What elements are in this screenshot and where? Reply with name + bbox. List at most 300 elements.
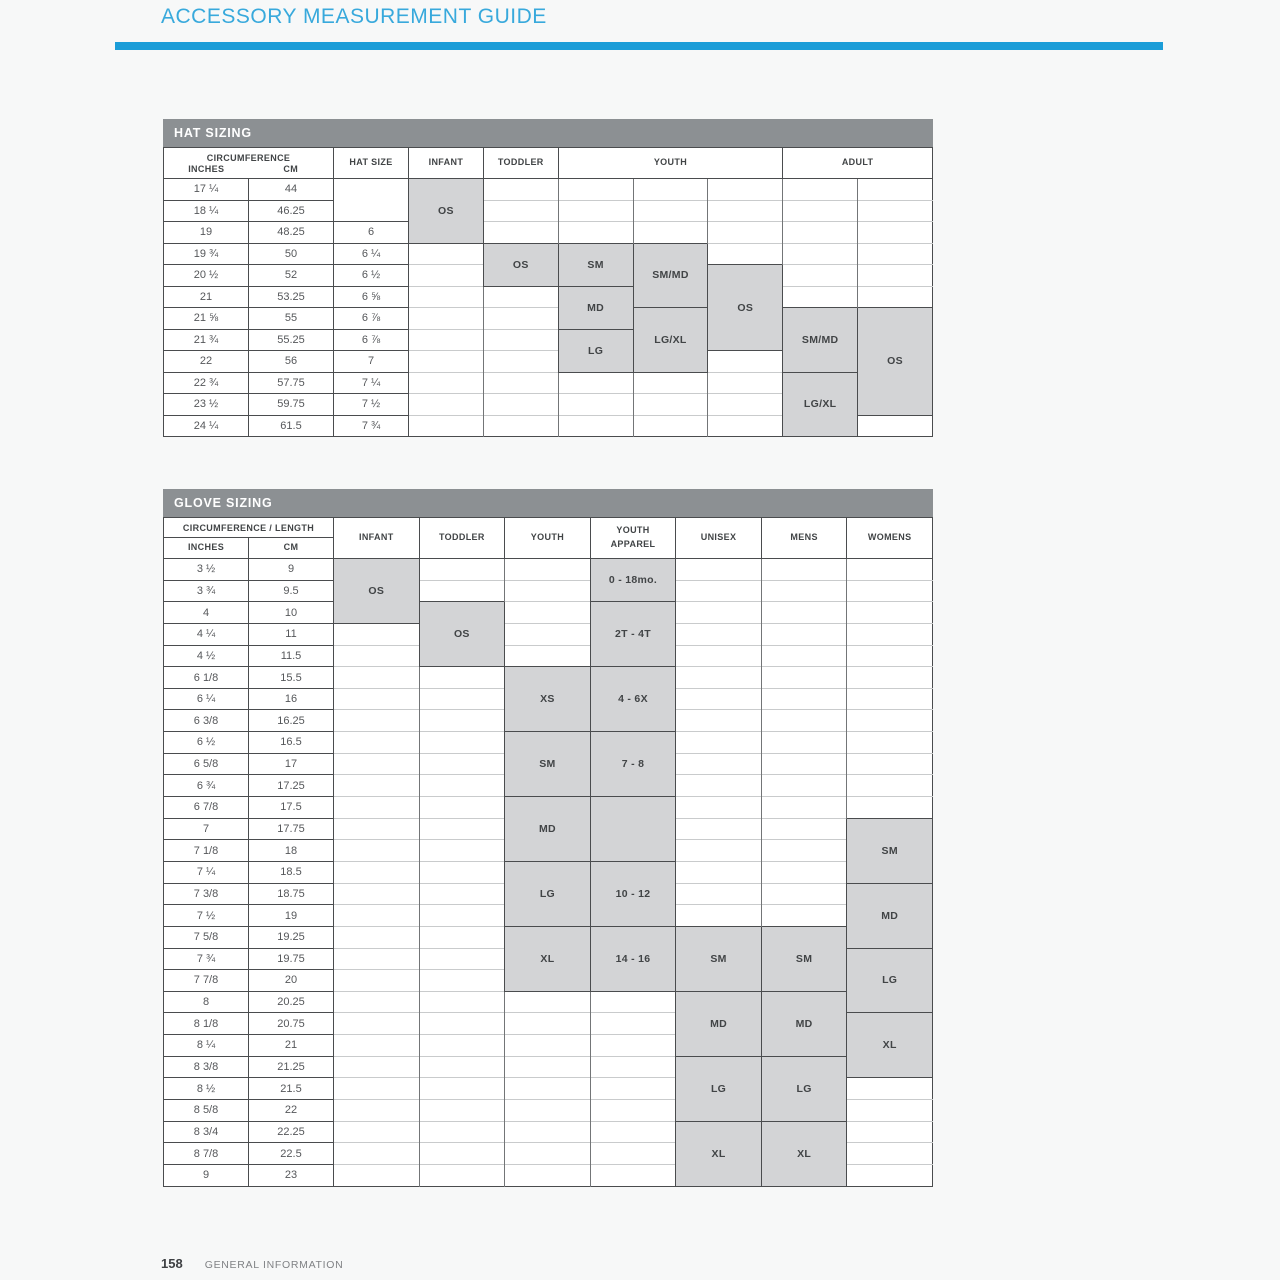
glove-row [164, 602, 933, 624]
empty-cell [419, 580, 505, 602]
empty-cell [409, 329, 484, 351]
empty-cell [761, 818, 847, 840]
hat-row [164, 179, 933, 201]
empty-cell [483, 308, 558, 330]
glove-row [164, 645, 933, 667]
empty-cell [419, 818, 505, 840]
hat-size-cell: 7 [334, 351, 409, 373]
empty-cell [676, 905, 762, 927]
empty-cell [847, 753, 933, 775]
empty-cell [505, 1121, 591, 1143]
glove-row [164, 1056, 933, 1078]
size-cell-youth2: LG/XL [633, 308, 708, 373]
empty-cell [483, 394, 558, 416]
empty-cell [419, 667, 505, 689]
empty-cell [409, 351, 484, 373]
empty-cell [334, 1035, 420, 1057]
glove-header-infant: INFANT [334, 518, 420, 559]
cm-cell: 44 [249, 179, 334, 201]
empty-cell [334, 905, 420, 927]
empty-cell [483, 200, 558, 222]
size-cell-youth-apparel [590, 797, 676, 862]
empty-cell [409, 286, 484, 308]
empty-cell [505, 1013, 591, 1035]
empty-cell [676, 602, 762, 624]
empty-cell [590, 1078, 676, 1100]
glove-sizing-grid [163, 517, 933, 1187]
empty-cell [761, 905, 847, 927]
empty-cell [334, 753, 420, 775]
empty-cell [676, 883, 762, 905]
empty-cell [761, 602, 847, 624]
cm-cell: 16.25 [249, 710, 334, 732]
inches-cell: 6 ¼ [164, 688, 249, 710]
cm-cell: 55 [249, 308, 334, 330]
inches-cell: 21 ⅝ [164, 308, 249, 330]
size-cell-toddler: OS [419, 602, 505, 667]
empty-cell [847, 1143, 933, 1165]
empty-cell [409, 243, 484, 265]
empty-cell [761, 623, 847, 645]
empty-cell [633, 372, 708, 394]
empty-cell [419, 1121, 505, 1143]
empty-cell [761, 645, 847, 667]
hat-header-hat-size: HAT SIZE [334, 148, 409, 179]
empty-cell [558, 200, 633, 222]
page-number: 158 [161, 1256, 183, 1271]
empty-cell [419, 1143, 505, 1165]
empty-cell [505, 1035, 591, 1057]
empty-cell [590, 1143, 676, 1165]
empty-cell [708, 394, 783, 416]
empty-cell [334, 623, 420, 645]
inches-cell: 4 ½ [164, 645, 249, 667]
cm-cell: 17.5 [249, 797, 334, 819]
empty-cell [847, 797, 933, 819]
hat-size-cell [334, 179, 409, 222]
inches-cell: 7 3/8 [164, 883, 249, 905]
size-cell-adult2: OS [858, 308, 933, 416]
empty-cell [590, 1100, 676, 1122]
cm-cell: 57.75 [249, 372, 334, 394]
empty-cell [334, 1013, 420, 1035]
glove-row [164, 991, 933, 1013]
empty-cell [419, 688, 505, 710]
empty-cell [334, 840, 420, 862]
empty-cell [334, 861, 420, 883]
empty-cell [858, 243, 933, 265]
cm-cell: 11.5 [249, 645, 334, 667]
empty-cell [676, 580, 762, 602]
empty-cell [858, 415, 933, 437]
empty-cell [409, 415, 484, 437]
empty-cell [483, 372, 558, 394]
empty-cell [334, 883, 420, 905]
glove-row [164, 667, 933, 689]
size-cell-unisex: LG [676, 1056, 762, 1121]
size-cell-womens: XL [847, 1013, 933, 1078]
hat-size-cell: 6 ½ [334, 265, 409, 287]
inches-cell: 6 3/8 [164, 710, 249, 732]
empty-cell [483, 286, 558, 308]
cm-cell: 19.25 [249, 926, 334, 948]
hat-sizing-title: HAT SIZING [163, 119, 933, 147]
empty-cell [761, 797, 847, 819]
empty-cell [633, 222, 708, 244]
empty-cell [708, 179, 783, 201]
empty-cell [505, 1164, 591, 1186]
size-cell-youth1: SM [558, 243, 633, 286]
cm-cell: 22.25 [249, 1121, 334, 1143]
page-title: ACCESSORY MEASUREMENT GUIDE [161, 5, 547, 28]
empty-cell [783, 265, 858, 287]
hat-size-cell: 6 ¼ [334, 243, 409, 265]
empty-cell [419, 797, 505, 819]
cm-cell: 21.25 [249, 1056, 334, 1078]
empty-cell [483, 179, 558, 201]
cm-cell: 19 [249, 905, 334, 927]
inches-cell: 24 ¼ [164, 415, 249, 437]
inches-cell: 8 ½ [164, 1078, 249, 1100]
empty-cell [633, 394, 708, 416]
glove-header-circ-label: CIRCUMFERENCE / LENGTH [164, 518, 333, 538]
hat-size-cell: 6 ⅝ [334, 286, 409, 308]
empty-cell [419, 883, 505, 905]
inches-cell: 17 ¼ [164, 179, 249, 201]
cm-cell: 46.25 [249, 200, 334, 222]
hat-header-inches: INCHES [188, 164, 225, 174]
empty-cell [708, 415, 783, 437]
size-cell-youth3: OS [708, 265, 783, 351]
inches-cell: 7 1/8 [164, 840, 249, 862]
size-cell-youth: MD [505, 797, 591, 862]
empty-cell [761, 840, 847, 862]
empty-cell [847, 1164, 933, 1186]
empty-cell [419, 1035, 505, 1057]
empty-cell [505, 602, 591, 624]
empty-cell [334, 797, 420, 819]
empty-cell [334, 991, 420, 1013]
empty-cell [419, 559, 505, 581]
empty-cell [761, 732, 847, 754]
glove-header-cm: CM [248, 538, 333, 558]
size-cell-youth2: SM/MD [633, 243, 708, 308]
empty-cell [419, 732, 505, 754]
empty-cell [708, 372, 783, 394]
empty-cell [858, 222, 933, 244]
inches-cell: 7 [164, 818, 249, 840]
glove-header-mens: MENS [761, 518, 847, 559]
empty-cell [783, 222, 858, 244]
glove-header-circumference [164, 518, 334, 559]
glove-row [164, 926, 933, 948]
empty-cell [847, 1121, 933, 1143]
glove-row [164, 623, 933, 645]
empty-cell [334, 1056, 420, 1078]
glove-row [164, 1121, 933, 1143]
empty-cell [858, 200, 933, 222]
size-cell-unisex: SM [676, 926, 762, 991]
empty-cell [409, 308, 484, 330]
empty-cell [676, 645, 762, 667]
empty-cell [708, 222, 783, 244]
inches-cell: 22 ¾ [164, 372, 249, 394]
empty-cell [334, 688, 420, 710]
empty-cell [676, 797, 762, 819]
hat-row [164, 243, 933, 265]
inches-cell: 6 ½ [164, 732, 249, 754]
size-cell-mens: SM [761, 926, 847, 991]
empty-cell [847, 710, 933, 732]
cm-cell: 11 [249, 623, 334, 645]
empty-cell [334, 667, 420, 689]
inches-cell: 9 [164, 1164, 249, 1186]
cm-cell: 22 [249, 1100, 334, 1122]
empty-cell [761, 775, 847, 797]
empty-cell [590, 1121, 676, 1143]
inches-cell: 3 ½ [164, 559, 249, 581]
inches-cell: 20 ½ [164, 265, 249, 287]
hat-row [164, 286, 933, 308]
hat-header-circ-label: CIRCUMFERENCE [206, 153, 291, 163]
empty-cell [633, 415, 708, 437]
empty-cell [847, 1078, 933, 1100]
cm-cell: 15.5 [249, 667, 334, 689]
size-cell-youth1: MD [558, 286, 633, 329]
empty-cell [847, 775, 933, 797]
size-cell-adult1: SM/MD [783, 308, 858, 373]
hat-size-cell: 7 ¾ [334, 415, 409, 437]
empty-cell [558, 394, 633, 416]
inches-cell: 4 [164, 602, 249, 624]
size-cell-womens: SM [847, 818, 933, 883]
empty-cell [633, 179, 708, 201]
empty-cell [505, 1100, 591, 1122]
glove-header-units [164, 538, 333, 558]
inches-cell: 8 5/8 [164, 1100, 249, 1122]
size-cell-youth-apparel: 7 - 8 [590, 732, 676, 797]
empty-cell [676, 688, 762, 710]
empty-cell [676, 753, 762, 775]
empty-cell [334, 1143, 420, 1165]
empty-cell [419, 861, 505, 883]
inches-cell: 19 [164, 222, 249, 244]
empty-cell [761, 861, 847, 883]
empty-cell [505, 991, 591, 1013]
empty-cell [558, 179, 633, 201]
inches-cell: 21 ¾ [164, 329, 249, 351]
inches-cell: 6 1/8 [164, 667, 249, 689]
size-cell-infant: OS [334, 559, 420, 624]
empty-cell [676, 775, 762, 797]
empty-cell [708, 351, 783, 373]
size-cell-youth-apparel: 4 - 6X [590, 667, 676, 732]
hat-size-cell: 6 ⅞ [334, 308, 409, 330]
empty-cell [633, 200, 708, 222]
size-cell-youth: SM [505, 732, 591, 797]
empty-cell [847, 623, 933, 645]
empty-cell [419, 710, 505, 732]
empty-cell [761, 667, 847, 689]
empty-cell [708, 243, 783, 265]
empty-cell [334, 775, 420, 797]
inches-cell: 23 ½ [164, 394, 249, 416]
inches-cell: 8 3/8 [164, 1056, 249, 1078]
empty-cell [334, 732, 420, 754]
empty-cell [847, 667, 933, 689]
empty-cell [334, 926, 420, 948]
empty-cell [558, 415, 633, 437]
empty-cell [334, 818, 420, 840]
empty-cell [419, 905, 505, 927]
glove-header-inches: INCHES [187, 542, 225, 552]
inches-cell: 22 [164, 351, 249, 373]
empty-cell [847, 580, 933, 602]
inches-cell: 8 3/4 [164, 1121, 249, 1143]
empty-cell [505, 1078, 591, 1100]
empty-cell [847, 645, 933, 667]
empty-cell [334, 948, 420, 970]
title-rule [115, 42, 1163, 50]
footer-section-label: GENERAL INFORMATION [204, 1259, 344, 1271]
cm-cell: 10 [249, 602, 334, 624]
empty-cell [858, 179, 933, 201]
hat-size-cell: 7 ½ [334, 394, 409, 416]
empty-cell [847, 732, 933, 754]
empty-cell [847, 688, 933, 710]
size-cell-unisex: MD [676, 991, 762, 1056]
hat-size-cell: 6 ⅞ [334, 329, 409, 351]
hat-sizing-grid [163, 147, 933, 437]
page-footer [161, 1256, 343, 1271]
glove-row [164, 797, 933, 819]
empty-cell [409, 394, 484, 416]
inches-cell: 6 7/8 [164, 797, 249, 819]
empty-cell [761, 710, 847, 732]
inches-cell: 3 ¾ [164, 580, 249, 602]
empty-cell [483, 222, 558, 244]
cm-cell: 9.5 [249, 580, 334, 602]
cm-cell: 17.25 [249, 775, 334, 797]
empty-cell [676, 861, 762, 883]
empty-cell [558, 222, 633, 244]
empty-cell [847, 559, 933, 581]
empty-cell [676, 710, 762, 732]
empty-cell [590, 1013, 676, 1035]
hat-size-cell: 7 ¼ [334, 372, 409, 394]
inches-cell: 6 5/8 [164, 753, 249, 775]
cm-cell: 20.75 [249, 1013, 334, 1035]
inches-cell: 8 1/8 [164, 1013, 249, 1035]
empty-cell [409, 265, 484, 287]
size-cell-mens: XL [761, 1121, 847, 1186]
empty-cell [334, 1100, 420, 1122]
glove-header-youth-apparel: YOUTH APPAREL [590, 518, 676, 559]
cm-cell: 53.25 [249, 286, 334, 308]
cm-cell: 48.25 [249, 222, 334, 244]
size-cell-youth1: LG [558, 329, 633, 372]
size-cell-youth: XL [505, 926, 591, 991]
size-cell-youth-apparel: 0 - 18mo. [590, 559, 676, 602]
cm-cell: 52 [249, 265, 334, 287]
empty-cell [676, 732, 762, 754]
empty-cell [409, 372, 484, 394]
inches-cell: 18 ¼ [164, 200, 249, 222]
empty-cell [708, 200, 783, 222]
empty-cell [858, 265, 933, 287]
empty-cell [483, 415, 558, 437]
cm-cell: 17 [249, 753, 334, 775]
size-cell-infant: OS [409, 179, 484, 244]
inches-cell: 21 [164, 286, 249, 308]
empty-cell [419, 991, 505, 1013]
size-cell-mens: MD [761, 991, 847, 1056]
empty-cell [505, 1143, 591, 1165]
empty-cell [761, 883, 847, 905]
hat-size-cell: 6 [334, 222, 409, 244]
empty-cell [334, 645, 420, 667]
empty-cell [590, 1056, 676, 1078]
cm-cell: 55.25 [249, 329, 334, 351]
cm-cell: 18 [249, 840, 334, 862]
empty-cell [676, 623, 762, 645]
empty-cell [590, 1035, 676, 1057]
cm-cell: 20.25 [249, 991, 334, 1013]
empty-cell [419, 1100, 505, 1122]
size-cell-unisex: XL [676, 1121, 762, 1186]
empty-cell [505, 645, 591, 667]
cm-cell: 50 [249, 243, 334, 265]
empty-cell [334, 970, 420, 992]
empty-cell [505, 623, 591, 645]
glove-header-unisex: UNISEX [676, 518, 762, 559]
empty-cell [558, 372, 633, 394]
hat-header-units [164, 164, 333, 177]
empty-cell [334, 1078, 420, 1100]
cm-cell: 59.75 [249, 394, 334, 416]
size-cell-youth: LG [505, 861, 591, 926]
cm-cell: 18.75 [249, 883, 334, 905]
hat-header-cm: CM [283, 164, 299, 174]
hat-row [164, 200, 933, 222]
empty-cell [419, 753, 505, 775]
size-cell-youth-apparel: 14 - 16 [590, 926, 676, 991]
size-cell-youth-apparel: 2T - 4T [590, 602, 676, 667]
empty-cell [419, 1056, 505, 1078]
cm-cell: 22.5 [249, 1143, 334, 1165]
inches-cell: 7 ½ [164, 905, 249, 927]
empty-cell [419, 970, 505, 992]
glove-header-youth: YOUTH [505, 518, 591, 559]
hat-header-toddler: TODDLER [483, 148, 558, 179]
glove-row [164, 861, 933, 883]
empty-cell [505, 559, 591, 581]
hat-header-youth: YOUTH [558, 148, 783, 179]
empty-cell [419, 1078, 505, 1100]
empty-cell [847, 1100, 933, 1122]
empty-cell [419, 948, 505, 970]
empty-cell [783, 179, 858, 201]
cm-cell: 16.5 [249, 732, 334, 754]
size-cell-adult1: LG/XL [783, 372, 858, 437]
cm-cell: 16 [249, 688, 334, 710]
empty-cell [483, 329, 558, 351]
hat-header-infant: INFANT [409, 148, 484, 179]
empty-cell [483, 351, 558, 373]
empty-cell [676, 667, 762, 689]
cm-cell: 9 [249, 559, 334, 581]
empty-cell [676, 559, 762, 581]
